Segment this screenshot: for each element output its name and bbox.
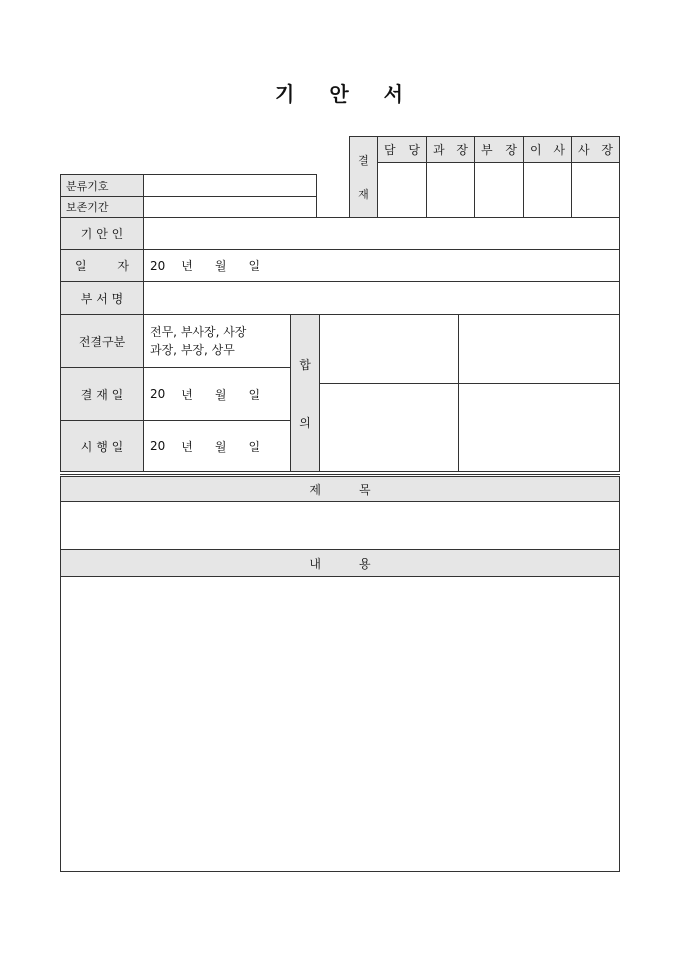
- date-year-unit: 년: [181, 439, 193, 454]
- approval-role-director: [523, 136, 572, 163]
- agreement-label-cell: [290, 314, 320, 472]
- date-month-unit: 월: [214, 439, 227, 454]
- date-month-unit: 월: [214, 387, 227, 402]
- approval-date-label: 결 재 일: [60, 367, 144, 421]
- date-day-unit: 일: [248, 439, 261, 454]
- approval-label: 재: [358, 188, 369, 201]
- date-year-prefix: 20: [150, 439, 166, 453]
- approval-sign-director[interactable]: [523, 162, 572, 218]
- role-char: 장: [456, 143, 468, 157]
- role-char: 과: [433, 143, 445, 157]
- document-title: [0, 78, 680, 107]
- approval-label-cell: [349, 136, 378, 218]
- date-year-prefix: 20: [150, 387, 166, 401]
- agreement-cell[interactable]: [319, 314, 459, 384]
- classification-code-field[interactable]: [143, 174, 317, 197]
- approval-sign-staff[interactable]: [377, 162, 427, 218]
- date-year-prefix: 20: [150, 258, 166, 273]
- decision-type-line: 전무, 부사장, 사장: [150, 325, 247, 339]
- agreement-cell[interactable]: [458, 314, 620, 384]
- role-char: 사: [578, 143, 590, 157]
- content-header: [60, 549, 620, 577]
- approval-role-section-chief: [426, 136, 475, 163]
- role-char: 사: [553, 143, 565, 157]
- classification-code-label: 분류기호: [60, 174, 144, 197]
- role-char: 부: [481, 143, 493, 157]
- content-field[interactable]: [60, 576, 620, 872]
- date-month-unit: 월: [214, 259, 227, 273]
- date-label-char: 자: [117, 259, 129, 273]
- date-year-unit: 년: [181, 387, 193, 402]
- role-char: 이: [530, 143, 542, 157]
- approval-sign-section-chief[interactable]: [426, 162, 475, 218]
- agreement-label: 합: [299, 357, 311, 372]
- enforcement-date-field[interactable]: [143, 420, 291, 472]
- title-char: 서: [383, 82, 405, 106]
- title-char: 기: [275, 82, 297, 106]
- date-label-char: 일: [75, 259, 87, 273]
- decision-type-line: 과장, 부장, 상무: [150, 343, 235, 357]
- approval-date-field[interactable]: [143, 367, 291, 421]
- enforcement-date-label: 시 행 일: [60, 420, 144, 472]
- role-char: 장: [505, 143, 517, 157]
- date-year-unit: 년: [181, 259, 193, 273]
- decision-type-value[interactable]: [143, 314, 291, 368]
- subject-field[interactable]: [60, 501, 620, 550]
- approval-label: 결: [358, 154, 369, 167]
- department-label: 부 서 명: [60, 281, 144, 315]
- drafter-label: 기 안 인: [60, 217, 144, 250]
- role-char: 당: [408, 143, 420, 157]
- title-char: 안: [329, 82, 351, 106]
- drafter-field[interactable]: [143, 217, 620, 250]
- approval-role-manager: [474, 136, 524, 163]
- approval-sign-manager[interactable]: [474, 162, 524, 218]
- decision-type-label: 전결구분: [60, 314, 144, 368]
- date-field[interactable]: [143, 249, 620, 282]
- subject-header: [60, 476, 620, 502]
- agreement-cell[interactable]: [319, 383, 459, 472]
- double-rule: [60, 474, 620, 475]
- approval-sign-president[interactable]: [571, 162, 620, 218]
- subject-header-char: 제: [309, 482, 321, 497]
- date-day-unit: 일: [248, 259, 261, 273]
- date-label: [60, 249, 144, 282]
- retention-period-field[interactable]: [143, 196, 317, 218]
- agreement-label: 의: [299, 415, 311, 430]
- approval-role-staff: [377, 136, 427, 163]
- retention-period-label: 보존기간: [60, 196, 144, 218]
- department-field[interactable]: [143, 281, 620, 315]
- approval-role-president: [571, 136, 620, 163]
- role-char: 담: [384, 143, 396, 157]
- role-char: 장: [601, 143, 613, 157]
- agreement-cell[interactable]: [458, 383, 620, 472]
- content-header-char: 용: [359, 556, 371, 571]
- content-header-char: 내: [309, 556, 321, 571]
- subject-header-char: 목: [359, 482, 371, 497]
- date-day-unit: 일: [248, 387, 261, 402]
